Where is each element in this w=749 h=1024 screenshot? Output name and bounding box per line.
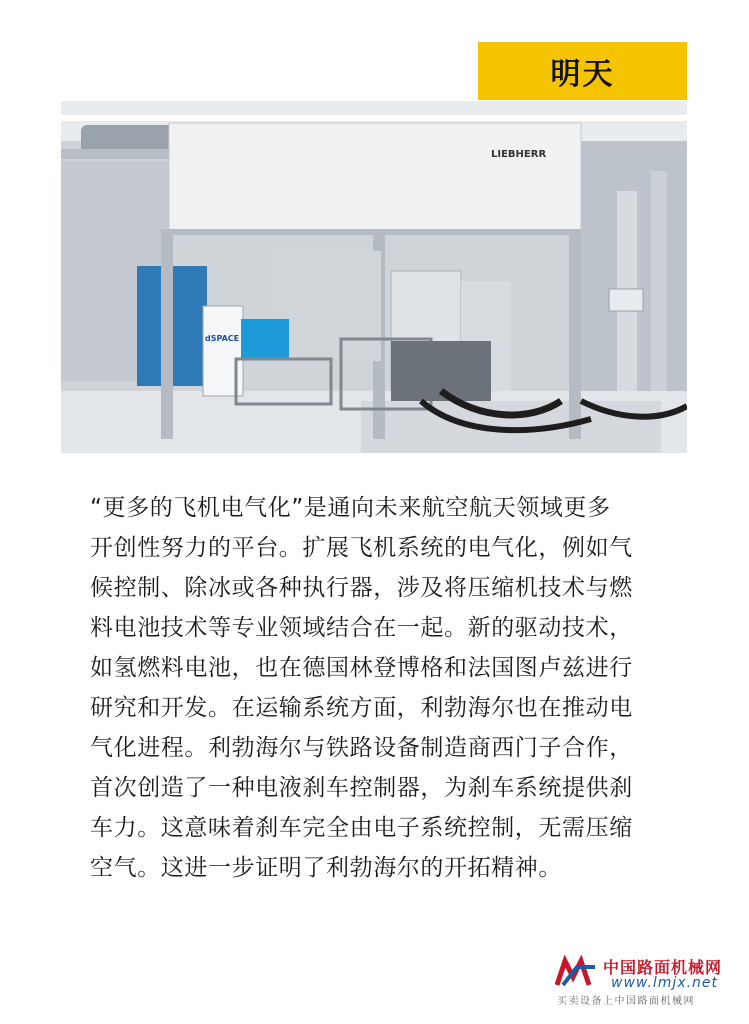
lab-test-rig-image [61, 101, 687, 453]
watermark-name: 中国路面机械网 [603, 958, 723, 977]
article-line: 候控制、除冰或各种执行器，涉及将压缩机技术与燃 [90, 575, 633, 601]
watermark-url: www.lmjx.net [611, 975, 719, 991]
watermark-slogan: 买卖设备上中国路面机械网 [557, 996, 695, 1007]
article-line: 研究和开发。在运输系统方面，利勃海尔也在推动电 [90, 695, 633, 721]
liebherr-brand-text: LIEBHERR [491, 149, 547, 160]
lmjx-logo-icon [555, 955, 599, 989]
article-line: 首次创造了一种电液刹车控制器，为刹车系统提供刹 [90, 775, 633, 801]
article-line: “更多的飞机电气化”是通向未来航空航天领域更多 [90, 495, 611, 521]
article-body [90, 488, 670, 888]
lab-photo [61, 101, 687, 453]
article-line: 空气。这进一步证明了利勃海尔的开拓精神。 [90, 855, 562, 881]
dspace-label: dSPACE [205, 334, 240, 343]
article-line: 气化进程。利勃海尔与铁路设备制造商西门子合作， [90, 735, 633, 761]
watermark-logo [555, 955, 740, 1005]
section-badge-label: 明天 [550, 57, 615, 92]
article-line: 开创性努力的平台。扩展飞机系统的电气化，例如气 [90, 535, 633, 561]
article-line: 车力。这意味着刹车完全由电子系统控制，无需压缩 [90, 815, 633, 841]
article-line: 如氢燃料电池，也在德国林登博格和法国图卢兹进行 [90, 655, 633, 681]
section-badge [478, 42, 687, 100]
article-line: 料电池技术等专业领域结合在一起。新的驱动技术， [90, 615, 633, 641]
